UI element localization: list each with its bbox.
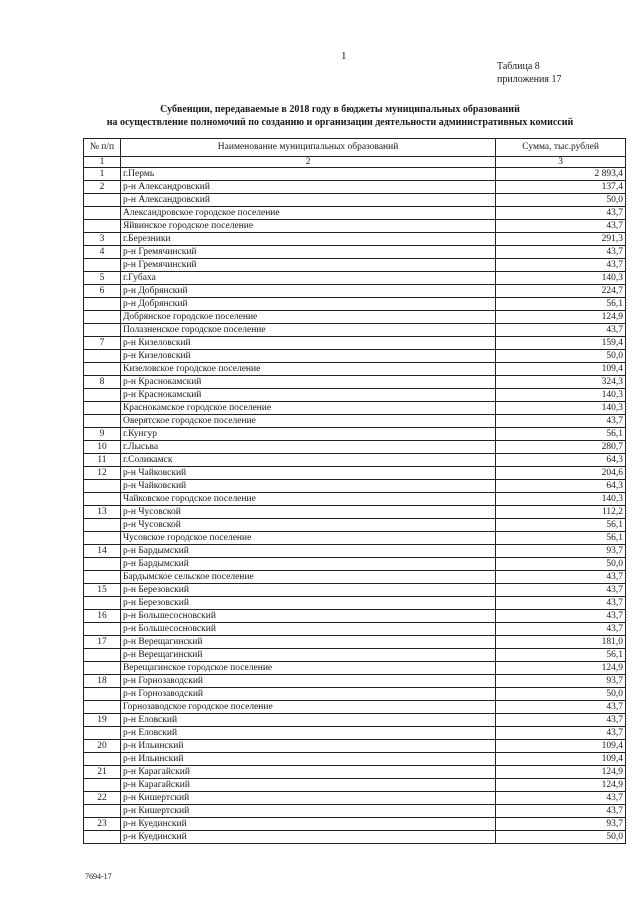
- row-name: р-н Кишертский: [120, 805, 495, 818]
- table-row: [84, 805, 626, 818]
- row-name: р-н Добрянский: [120, 285, 495, 298]
- table-row: [84, 558, 626, 571]
- row-number: [84, 480, 121, 493]
- table-row: [84, 402, 626, 415]
- row-sum: 50,0: [496, 558, 626, 571]
- row-name: р-н Кизеловский: [120, 337, 495, 350]
- row-sum: 43,7: [496, 246, 626, 259]
- table-row: [84, 194, 626, 207]
- table-row: [84, 701, 626, 714]
- row-sum: 56,1: [496, 649, 626, 662]
- header-sum: Сумма, тыс.рублей: [496, 139, 626, 157]
- row-number: 2: [84, 181, 121, 194]
- row-number: 9: [84, 428, 121, 441]
- table-row: [84, 714, 626, 727]
- header-name: Наименование муниципальных образований: [120, 139, 495, 157]
- row-sum: 43,7: [496, 207, 626, 220]
- row-sum: 137,4: [496, 181, 626, 194]
- row-name: р-н Кишертский: [120, 792, 495, 805]
- row-sum: 140,3: [496, 402, 626, 415]
- row-number: 13: [84, 506, 121, 519]
- table-row: [84, 259, 626, 272]
- row-sum: 204,6: [496, 467, 626, 480]
- row-name: р-н Бардымский: [120, 558, 495, 571]
- row-sum: 124,9: [496, 311, 626, 324]
- row-sum: 50,0: [496, 350, 626, 363]
- row-name: р-н Ильинский: [120, 740, 495, 753]
- row-number: [84, 363, 121, 376]
- table-row: [84, 532, 626, 545]
- row-sum: 43,7: [496, 597, 626, 610]
- row-name: р-н Чусовской: [120, 519, 495, 532]
- table-row: [84, 662, 626, 675]
- table-row: [84, 428, 626, 441]
- row-name: р-н Большесосновский: [120, 623, 495, 636]
- row-number: [84, 779, 121, 792]
- row-sum: 43,7: [496, 701, 626, 714]
- table-row: [84, 467, 626, 480]
- row-sum: 43,7: [496, 623, 626, 636]
- row-name: г.Кунгур: [120, 428, 495, 441]
- row-sum: 109,4: [496, 753, 626, 766]
- row-name: р-н Александровский: [120, 194, 495, 207]
- row-number: [84, 623, 121, 636]
- row-name: г.Соликамск: [120, 454, 495, 467]
- table-row: [84, 168, 626, 181]
- table-row: [84, 233, 626, 246]
- row-number: [84, 701, 121, 714]
- row-number: 11: [84, 454, 121, 467]
- table-row: [84, 675, 626, 688]
- row-number: 5: [84, 272, 121, 285]
- table-row: [84, 623, 626, 636]
- row-sum: 324,3: [496, 376, 626, 389]
- row-number: 23: [84, 818, 121, 831]
- header-num: № п/п: [84, 139, 121, 157]
- row-sum: 109,4: [496, 740, 626, 753]
- row-sum: 93,7: [496, 818, 626, 831]
- row-name: р-н Ильинский: [120, 753, 495, 766]
- table-row: [84, 311, 626, 324]
- row-sum: 56,1: [496, 519, 626, 532]
- row-sum: 181,0: [496, 636, 626, 649]
- table-row: [84, 285, 626, 298]
- row-sum: 109,4: [496, 363, 626, 376]
- row-number: 15: [84, 584, 121, 597]
- row-name: р-н Чайковский: [120, 480, 495, 493]
- row-sum: 50,0: [496, 194, 626, 207]
- table-row: [84, 415, 626, 428]
- table-row: [84, 207, 626, 220]
- row-sum: 124,9: [496, 662, 626, 675]
- row-name: г.Лысьва: [120, 441, 495, 454]
- row-name: Краснокамское городское поселение: [120, 402, 495, 415]
- row-name: г.Пермь: [120, 168, 495, 181]
- row-name: р-н Горнозаводский: [120, 675, 495, 688]
- row-name: Добрянское городское поселение: [120, 311, 495, 324]
- row-number: 1: [84, 168, 121, 181]
- table-row: [84, 506, 626, 519]
- table-row: [84, 792, 626, 805]
- row-sum: 56,1: [496, 298, 626, 311]
- row-number: [84, 194, 121, 207]
- table-row: [84, 246, 626, 259]
- row-name: р-н Гремячинский: [120, 246, 495, 259]
- row-number: [84, 402, 121, 415]
- row-name: Верещагинское городское поселение: [120, 662, 495, 675]
- table-row: [84, 753, 626, 766]
- row-name: р-н Кизеловский: [120, 350, 495, 363]
- table-row: [84, 636, 626, 649]
- row-number: 20: [84, 740, 121, 753]
- row-number: [84, 831, 121, 844]
- row-name: г.Губаха: [120, 272, 495, 285]
- row-sum: 112,2: [496, 506, 626, 519]
- row-name: Яйвинское городское поселение: [120, 220, 495, 233]
- row-number: [84, 220, 121, 233]
- row-name: Горнозаводское городское поселение: [120, 701, 495, 714]
- table-row: [84, 597, 626, 610]
- table-row: [84, 480, 626, 493]
- row-sum: 43,7: [496, 727, 626, 740]
- row-number: [84, 688, 121, 701]
- row-sum: 124,9: [496, 766, 626, 779]
- row-name: г.Березники: [120, 233, 495, 246]
- table-row: [84, 584, 626, 597]
- table-row: [84, 519, 626, 532]
- table-row: [84, 376, 626, 389]
- row-sum: 43,7: [496, 259, 626, 272]
- row-sum: 43,7: [496, 610, 626, 623]
- row-sum: 43,7: [496, 415, 626, 428]
- row-sum: 224,7: [496, 285, 626, 298]
- table-row: [84, 441, 626, 454]
- table-row: [84, 831, 626, 844]
- row-name: Оверятское городское поселение: [120, 415, 495, 428]
- row-sum: 140,3: [496, 272, 626, 285]
- row-name: р-н Добрянский: [120, 298, 495, 311]
- table-row: [84, 610, 626, 623]
- row-number: 10: [84, 441, 121, 454]
- table-row: [84, 727, 626, 740]
- row-name: р-н Большесосновский: [120, 610, 495, 623]
- row-name: р-н Краснокамский: [120, 376, 495, 389]
- row-number: [84, 532, 121, 545]
- row-number: [84, 298, 121, 311]
- table-row: [84, 181, 626, 194]
- table-row: [84, 454, 626, 467]
- row-sum: 43,7: [496, 714, 626, 727]
- row-number: 18: [84, 675, 121, 688]
- document-title-line2: на осуществление полномочий по созданию и организации деятельности административных комиссий: [106, 117, 574, 128]
- table-row: [84, 493, 626, 506]
- row-name: р-н Краснокамский: [120, 389, 495, 402]
- row-number: [84, 324, 121, 337]
- row-sum: 50,0: [496, 688, 626, 701]
- table-row: [84, 350, 626, 363]
- table-row: [84, 220, 626, 233]
- table-header-row: [84, 139, 626, 157]
- row-name: р-н Куединский: [120, 831, 495, 844]
- row-sum: 64,3: [496, 454, 626, 467]
- table-row: [84, 649, 626, 662]
- table-row: [84, 818, 626, 831]
- row-sum: 43,7: [496, 220, 626, 233]
- row-number: 17: [84, 636, 121, 649]
- row-sum: 159,4: [496, 337, 626, 350]
- row-number: [84, 662, 121, 675]
- row-name: р-н Горнозаводский: [120, 688, 495, 701]
- row-sum: 56,1: [496, 428, 626, 441]
- table-reference-line2: приложения 17: [497, 74, 562, 85]
- row-sum: 291,3: [496, 233, 626, 246]
- row-name: р-н Чусовской: [120, 506, 495, 519]
- row-number: [84, 753, 121, 766]
- row-number: [84, 259, 121, 272]
- row-number: 3: [84, 233, 121, 246]
- row-name: р-н Бардымский: [120, 545, 495, 558]
- row-number: 22: [84, 792, 121, 805]
- row-name: Кизеловское городское поселение: [120, 363, 495, 376]
- row-sum: 140,3: [496, 493, 626, 506]
- row-number: [84, 415, 121, 428]
- row-number: 7: [84, 337, 121, 350]
- row-name: Полазненское городское поселение: [120, 324, 495, 337]
- table-row: [84, 363, 626, 376]
- row-number: [84, 727, 121, 740]
- table-body: [84, 168, 626, 844]
- row-name: р-н Верещагинский: [120, 636, 495, 649]
- table-row: [84, 740, 626, 753]
- row-number: 12: [84, 467, 121, 480]
- row-number: [84, 571, 121, 584]
- table-row: [84, 272, 626, 285]
- page-number: 1: [341, 50, 347, 62]
- footer-code: 7694-17: [85, 872, 112, 881]
- table-row: [84, 545, 626, 558]
- row-sum: 280,7: [496, 441, 626, 454]
- document-title-line1: Субвенции, передаваемые в 2018 году в бюджеты муниципальных образований: [160, 104, 520, 115]
- table-row: [84, 324, 626, 337]
- row-sum: 43,7: [496, 324, 626, 337]
- row-number: [84, 597, 121, 610]
- row-number: 4: [84, 246, 121, 259]
- row-number: 21: [84, 766, 121, 779]
- subvention-table: [83, 138, 626, 844]
- row-number: [84, 350, 121, 363]
- row-number: 16: [84, 610, 121, 623]
- row-name: р-н Гремячинский: [120, 259, 495, 272]
- row-sum: 2 893,4: [496, 168, 626, 181]
- row-name: р-н Карагайский: [120, 779, 495, 792]
- row-number: [84, 649, 121, 662]
- row-sum: 124,9: [496, 779, 626, 792]
- row-sum: 93,7: [496, 675, 626, 688]
- row-number: 6: [84, 285, 121, 298]
- index-col-3: 3: [496, 157, 626, 168]
- table-row: [84, 298, 626, 311]
- row-number: [84, 558, 121, 571]
- row-name: Чайковское городское поселение: [120, 493, 495, 506]
- table-row: [84, 337, 626, 350]
- row-name: р-н Еловский: [120, 714, 495, 727]
- row-name: р-н Карагайский: [120, 766, 495, 779]
- row-name: р-н Верещагинский: [120, 649, 495, 662]
- index-col-2: 2: [120, 157, 495, 168]
- row-sum: 64,3: [496, 480, 626, 493]
- row-sum: 43,7: [496, 584, 626, 597]
- table-index-row: [84, 157, 626, 168]
- table-row: [84, 389, 626, 402]
- row-name: Чусовское городское поселение: [120, 532, 495, 545]
- table-row: [84, 779, 626, 792]
- row-number: [84, 805, 121, 818]
- row-name: Александровское городское поселение: [120, 207, 495, 220]
- row-number: [84, 519, 121, 532]
- table-row: [84, 571, 626, 584]
- table-reference: [497, 60, 561, 86]
- row-name: р-н Еловский: [120, 727, 495, 740]
- row-name: р-н Березовский: [120, 584, 495, 597]
- table-row: [84, 766, 626, 779]
- row-number: 8: [84, 376, 121, 389]
- row-sum: 93,7: [496, 545, 626, 558]
- row-sum: 43,7: [496, 792, 626, 805]
- table-reference-line1: Таблица 8: [497, 61, 540, 72]
- table-row: [84, 688, 626, 701]
- row-number: [84, 207, 121, 220]
- row-number: [84, 311, 121, 324]
- row-number: 14: [84, 545, 121, 558]
- row-sum: 43,7: [496, 805, 626, 818]
- row-name: Бардымское сельское поселение: [120, 571, 495, 584]
- row-number: [84, 493, 121, 506]
- row-name: р-н Березовский: [120, 597, 495, 610]
- row-number: [84, 389, 121, 402]
- row-sum: 140,3: [496, 389, 626, 402]
- row-name: р-н Чайковский: [120, 467, 495, 480]
- row-sum: 56,1: [496, 532, 626, 545]
- row-sum: 50,0: [496, 831, 626, 844]
- row-name: р-н Александровский: [120, 181, 495, 194]
- row-name: р-н Куединский: [120, 818, 495, 831]
- row-sum: 43,7: [496, 571, 626, 584]
- row-number: 19: [84, 714, 121, 727]
- index-col-1: 1: [84, 157, 121, 168]
